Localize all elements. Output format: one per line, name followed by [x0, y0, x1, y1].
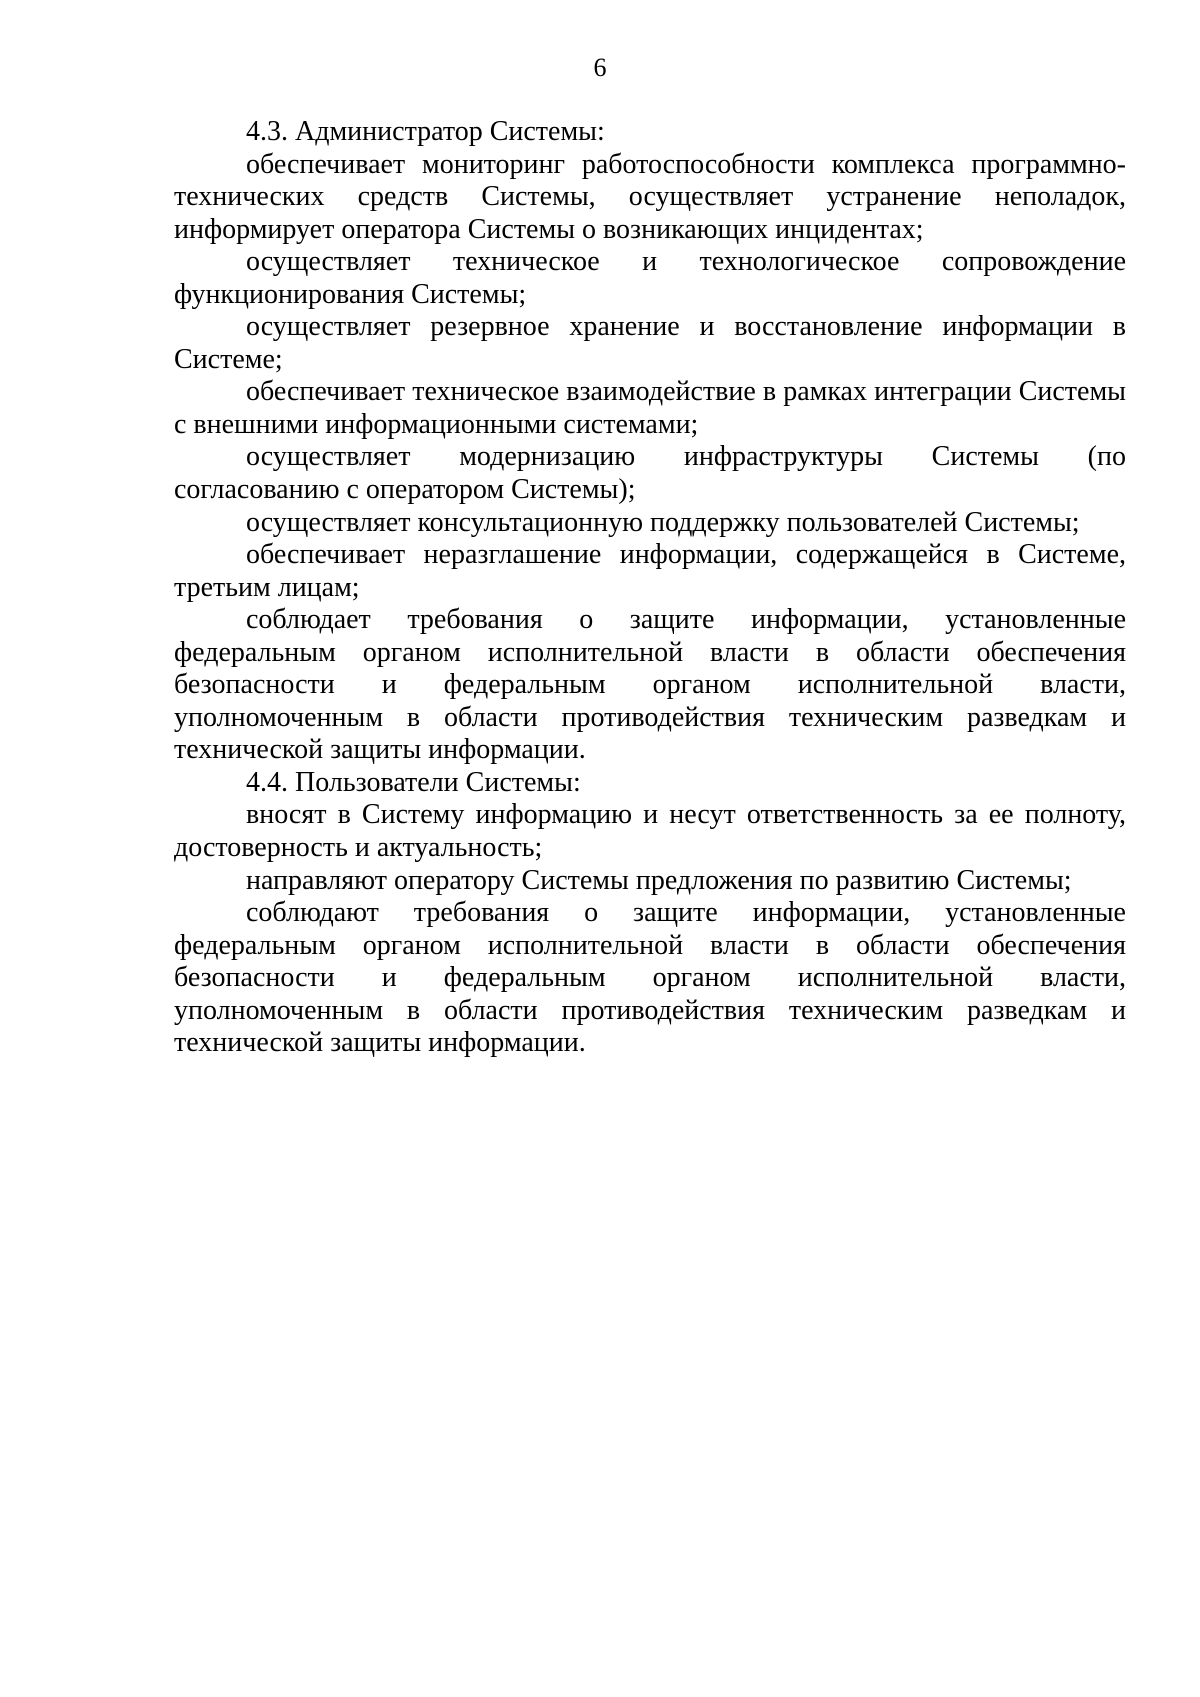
admin-duty-nondisclosure: обеспечивает неразглашение информации, содержащейся в Системе, третьим лицам; [174, 539, 1126, 603]
admin-duty-consulting: осуществляет консультационную поддержку пользователей Системы; [246, 506, 1080, 538]
admin-duty-modernization: осуществляет модернизацию инфраструктуры Системы (по согласованию с оператором Системы); [174, 441, 1126, 506]
user-duty-input: вносят в Систему информацию и несут ответственность за ее полноту, достоверность и актуальность; [174, 799, 1126, 864]
user-duty-proposals: направляют оператору Системы предложения по развитию Системы; [246, 864, 1072, 896]
admin-duty-backup: осуществляет резервное хранение и восстановление информации в Системе; [174, 311, 1126, 375]
admin-duty-integration: обеспечивает техническое взаимодействие в рамках интеграции Системы с внешними информационными системами; [174, 376, 1126, 440]
section-4-4-heading: 4.4. Пользователи Системы: [246, 766, 581, 798]
page-number: 6 [593, 53, 607, 82]
document-body [174, 116, 1126, 1060]
admin-duty-support: осуществляет техническое и технологическое сопровождение функционирования Системы; [174, 246, 1126, 310]
admin-duty-monitoring: обеспечивает мониторинг работоспособности комплекса программно-технических средств Системы, осуществляет устранение неполадок, информирует оператора Системы о возникающих инцидентах; [174, 148, 1126, 245]
section-4-3-heading: 4.3. Администратор Системы: [246, 116, 605, 147]
admin-duty-security: соблюдает требования о защите информации, установленные федеральным органом исполнительной власти в области обеспечения безопасности и федеральным органом исполнительной власти, уполномоченным в области противодействия техническим разведкам и технической защиты информации. [174, 604, 1126, 766]
user-duty-security: соблюдают требования о защите информации, установленные федеральным органом исполнительной власти в области обеспечения безопасности и федеральным органом исполнительной власти, уполномоченным в области противодействия техническим разведкам и технической защиты информации. [174, 897, 1126, 1059]
